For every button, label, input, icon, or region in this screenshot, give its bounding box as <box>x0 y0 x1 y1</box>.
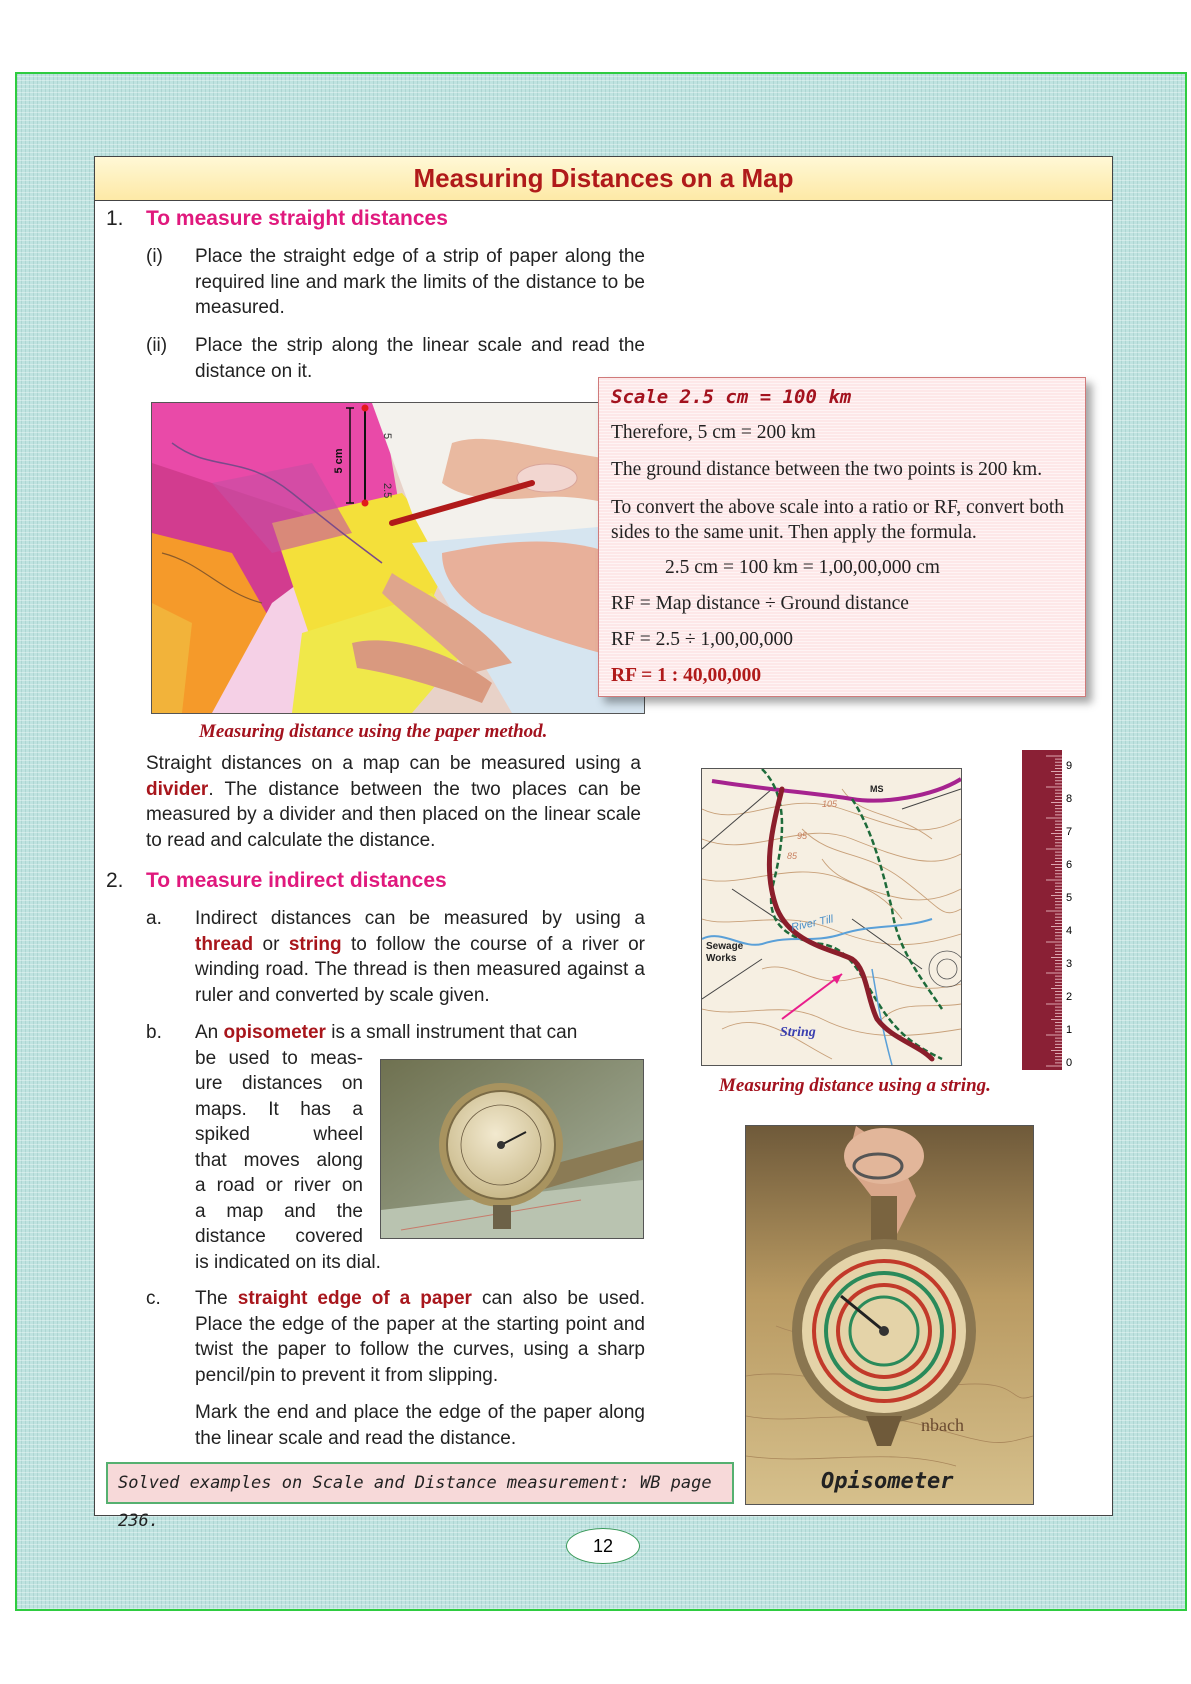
item-a-mid: or <box>262 933 280 955</box>
paper-method-photo <box>151 402 645 714</box>
scale-line-5: RF = Map distance ÷ Ground distance <box>611 593 909 614</box>
item-b-first-line <box>195 1020 645 1046</box>
ruler-number-3: 3 <box>1066 958 1073 970</box>
item-i-text: Place the straight edge of a strip of paper along the required line and mark the limits of the distance to be measured. <box>195 246 645 318</box>
straight-edge-keyword: straight edge of a paper <box>237 1288 472 1309</box>
section1-heading: To measure straight distances <box>146 207 448 230</box>
ruler-number-7: 7 <box>1066 826 1073 838</box>
map-label-ms: MS <box>870 784 884 794</box>
item-b-wrap-7: distance covered <box>195 1226 363 1247</box>
paper-method-illustration <box>152 403 644 713</box>
item-ii-marker: (ii) <box>146 335 168 356</box>
item-i-marker: (i) <box>146 246 163 267</box>
ruler-illustration <box>1022 750 1062 1070</box>
string-map-illustration <box>702 769 961 1065</box>
photo-label-cm: 5 cm <box>333 448 345 474</box>
scale-line-6: RF = 2.5 ÷ 1,00,00,000 <box>611 629 794 650</box>
divider-text-pre: Straight distances on a map can be measured using a <box>146 753 641 774</box>
item-ii-text: Place the strip along the linear scale and read the distance on it. <box>195 335 645 382</box>
ruler-number-0: 0 <box>1066 1057 1073 1069</box>
ruler-numbers <box>1066 760 1086 1080</box>
map-label-sewage1: Sewage <box>706 941 744 952</box>
map-label-95: 95 <box>797 831 808 841</box>
scale-result: RF = 1 : 40,00,000 <box>611 665 762 686</box>
item-a-text <box>195 906 645 1008</box>
item-c-pre: The <box>195 1288 228 1309</box>
ruler-number-5: 5 <box>1066 892 1073 904</box>
map-label-string: String <box>780 1025 816 1040</box>
opisometer-map-text: nbach <box>921 1415 964 1435</box>
item-b-wrap-6: a map and the <box>195 1200 363 1222</box>
page-title: Measuring Distances on a Map <box>413 163 794 193</box>
opisometer-keyword: opisometer <box>223 1022 326 1043</box>
opisometer-label: Opisometer <box>821 1469 954 1494</box>
scale-heading: Scale 2.5 cm = 100 km <box>611 386 852 408</box>
scale-calculation-box <box>598 377 1086 697</box>
item-c-marker: c. <box>146 1288 161 1309</box>
ruler-number-1: 1 <box>1066 1024 1073 1036</box>
item-a-pre: Indirect distances can be measured by using a <box>195 908 645 929</box>
solved-examples-note <box>106 1462 734 1531</box>
ruler-number-6: 6 <box>1066 859 1073 871</box>
item-b-last: is indicated on its dial. <box>195 1251 381 1273</box>
item-a-post: to follow the course of a river or winding road. The thread is then measured against a ruler and converted by scale given. <box>195 933 646 1006</box>
item-b-wrap-4: that moves along <box>195 1149 363 1171</box>
item-b-marker: b. <box>146 1022 162 1043</box>
section2-heading: To measure indirect distances <box>146 869 447 892</box>
title-bar <box>95 157 1112 201</box>
item-b-wrap-2: maps. It has a <box>195 1098 363 1120</box>
ruler-number-4: 4 <box>1066 925 1073 937</box>
item-a-marker: a. <box>146 908 162 929</box>
item-b-wrap-3: spiked wheel <box>195 1124 363 1145</box>
solved-examples-text: Solved examples on Scale and Distance measurement: WB page 236. <box>118 1473 712 1531</box>
ruler-number-9: 9 <box>1066 760 1073 772</box>
divider-keyword: divider <box>146 778 209 800</box>
string-map-caption: Measuring distance using a string. <box>719 1075 991 1096</box>
item-b-post: is a small instrument that can <box>331 1022 578 1043</box>
page-number: 12 <box>566 1528 640 1564</box>
opisometer-small-photo <box>380 1059 644 1239</box>
scale-line-3: To convert the above scale into a ratio or RF, convert both sides to the same unit. Then apply the formula. <box>611 497 1065 543</box>
divider-paragraph <box>146 751 641 853</box>
divider-text-post: . The distance between the two places can be measured by a divider and then placed on the linear scale to read and calculate the distance. <box>146 778 641 851</box>
ruler-number-8: 8 <box>1066 793 1073 805</box>
item-c-post: can also be used. Place the edge of the paper at the starting point and twist the paper to follow the curves, using a sharp pencil/pin to prevent it from slipping. <box>195 1288 646 1386</box>
paper-method-caption: Measuring distance using the paper method. <box>199 721 548 742</box>
section2-number: 2. <box>106 869 124 892</box>
photo-label-5: 5 <box>381 433 393 440</box>
map-label-river: River Till <box>790 913 835 934</box>
opisometer-large-photo <box>745 1125 1034 1505</box>
map-label-sewage2: Works <box>706 953 737 964</box>
map-label-105: 105 <box>822 799 838 809</box>
scale-line-1: Therefore, 5 cm = 200 km <box>611 422 816 443</box>
scale-line-4: 2.5 cm = 100 km = 1,00,00,000 cm <box>665 557 940 578</box>
item-b-wrap-0: be used to meas- <box>195 1047 363 1069</box>
ruler <box>1022 750 1062 1070</box>
opisometer-small-illustration <box>381 1060 643 1238</box>
string-keyword: string <box>288 933 342 955</box>
opisometer-large-illustration <box>746 1126 1033 1504</box>
photo-label-25: 2.5 <box>381 483 393 499</box>
item-c-para2: Mark the end and place the edge of the paper along the linear scale and read the distance. <box>195 1402 645 1449</box>
scale-line-2: The ground distance between the two points is 200 km. <box>611 459 1043 480</box>
map-label-85: 85 <box>787 851 798 861</box>
thread-keyword: thread <box>195 933 254 955</box>
item-b-pre: An <box>195 1022 219 1043</box>
section1-number: 1. <box>106 207 124 230</box>
string-map-figure <box>701 768 962 1066</box>
item-b-wrap-5: a road or river on <box>195 1175 363 1196</box>
item-b-wrap-1: ure distances on <box>195 1073 363 1094</box>
item-c-text <box>195 1286 645 1388</box>
ruler-number-2: 2 <box>1066 991 1073 1003</box>
